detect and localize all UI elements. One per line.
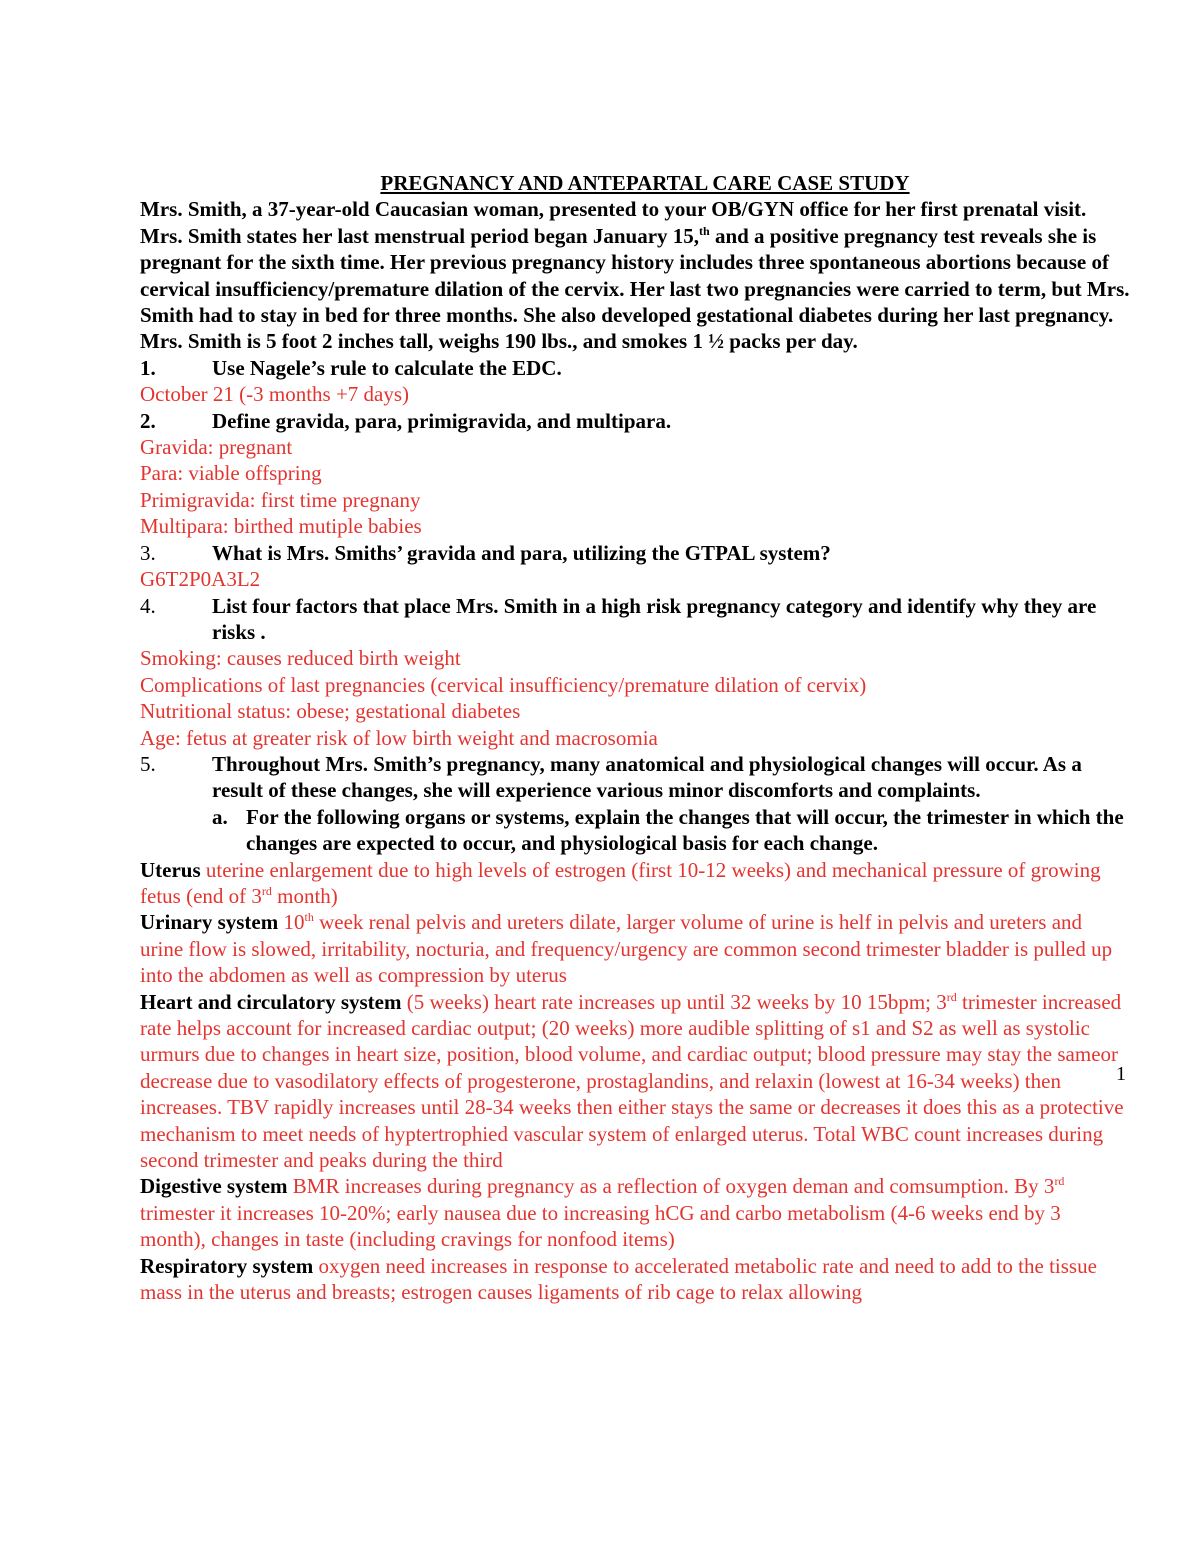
respiratory-section: Respiratory system oxygen need increases in response to accelerated metabolic rate and need to add to the tissue mass in the uterus and breasts; estrogen causes ligaments of rib cage to relax allowing — [140, 1253, 1097, 1305]
section-label: Heart and circulatory system — [140, 989, 402, 1014]
section-label: Urinary system — [140, 910, 279, 935]
page-number: 1 — [1116, 1063, 1126, 1085]
question-5 — [140, 751, 1130, 804]
answer-3: G6T2P0A3L2 — [140, 567, 261, 592]
urinary-section: Urinary system 10th week renal pelvis and ureters dilate, larger volume of urine is helf in pelvis and ureters and urine flow is slowed, irritability, nocturia, and frequency/urgency are common second trimester bladder is pulled up into the abdomen as well as compression by uterus — [140, 910, 1113, 988]
section-label: Respiratory system — [140, 1253, 314, 1278]
question-text: Define gravida, para, primigravida, and multipara. — [212, 408, 672, 433]
question-number: 4. — [140, 593, 156, 618]
question-text: Throughout Mrs. Smith’s pregnancy, many anatomical and physiological changes will occur. As a result of these changes, she will experience various minor discomforts and complaints. — [212, 751, 1082, 803]
uterus-section: Uterus uterine enlargement due to high levels of estrogen (first 10-12 weeks) and mechanical pressure of growing fetus (end of 3rd month) — [140, 857, 1101, 908]
heart-section: Heart and circulatory system (5 weeks) heart rate increases up until 32 weeks by 10 15bpm; 3rd trimester increased rate helps account for increased cardiac output; (20 weeks) more audible splitting of s1 and S2 as well as systolic urmurs due to changes in heart size, position, blood volume, and cardiac output; blood pressure may stay the sameor decrease due to vasodilatory effects of progesterone, prostaglandins, and relaxin (lowest at 16-34 weeks) then increases. TBV rapidly increases until 28-34 weeks then either stays the same or decreases it does this as a protective mechanism to meet needs of hyptertrophied vascular system of enlarged uterus. Total WBC count increases during second trimester and peaks during the third — [140, 989, 1124, 1173]
sub-question-text: For the following organs or systems, explain the changes that will occur, the trimester in which the changes are expected to occur, and physiological basis for each change. — [246, 804, 1124, 856]
answer-line: Nutritional status: obese; gestational diabetes — [140, 699, 521, 724]
answer-line: Multipara: birthed mutiple babies — [140, 514, 422, 539]
answer-line: Smoking: causes reduced birth weight — [140, 646, 461, 671]
question-text: What is Mrs. Smiths’ gravida and para, utilizing the GTPAL system? — [212, 540, 831, 565]
page-title: PREGNANCY AND ANTEPARTAL CARE CASE STUDY — [380, 171, 910, 195]
question-number: 5. — [140, 751, 156, 776]
sub-question-letter: a. — [212, 804, 228, 829]
case-intro: Mrs. Smith, a 37-year-old Caucasian woman, presented to your OB/GYN office for her first prenatal visit. Mrs. Smith states her last menstrual period began January 15,$^{th}$ and a positive pregnancy test reveals she is pregnant for the sixth time. Her previous pregnancy history includes three spontaneous abortions because of cervical insufficiency/premature dilation of the cervix. Her last two pregnancies were carried to term, but Mrs. Smith had to stay in bed for three months. She also developed gestational diabetes during her last pregnancy. Mrs. Smith is 5 foot 2 inches tall, weighs 190 lbs., and smokes 1 ½ packs per day. — [140, 197, 1130, 354]
answer-line: Age: fetus at greater risk of low birth weight and macrosomia — [140, 725, 658, 750]
document-page — [140, 170, 1130, 1305]
question-4 — [140, 593, 1130, 646]
question-number: 2. — [140, 408, 156, 433]
question-number: 1. — [140, 355, 156, 380]
section-label: Uterus — [140, 857, 201, 882]
question-3 — [140, 540, 1130, 566]
answer-line: Complications of last pregnancies (cervical insufficiency/premature dilation of cervix) — [140, 672, 867, 697]
answer-line: Primigravida: first time pregnany — [140, 487, 421, 512]
question-1 — [140, 355, 1130, 381]
answer-line: Gravida: pregnant — [140, 435, 293, 460]
section-label: Digestive system — [140, 1174, 288, 1199]
question-text: List four factors that place Mrs. Smith in a high risk pregnancy category and identify why they are risks . — [212, 593, 1097, 644]
digestive-section: Digestive system BMR increases during pregnancy as a reflection of oxygen deman and comsumption. By 3rd trimester it increases 10-20%; early nausea due to increasing hCG and carbo metabolism (4-6 weeks end by 3 month), changes in taste (including cravings for nonfood items) — [140, 1174, 1065, 1252]
answer-line: Para: viable offspring — [140, 461, 322, 486]
answer-1: October 21 (-3 months +7 days) — [140, 382, 410, 407]
question-5a — [140, 804, 1130, 857]
question-2 — [140, 408, 1130, 434]
question-number: 3. — [140, 540, 156, 565]
question-text: Use Nagele’s rule to calculate the EDC. — [212, 355, 562, 380]
